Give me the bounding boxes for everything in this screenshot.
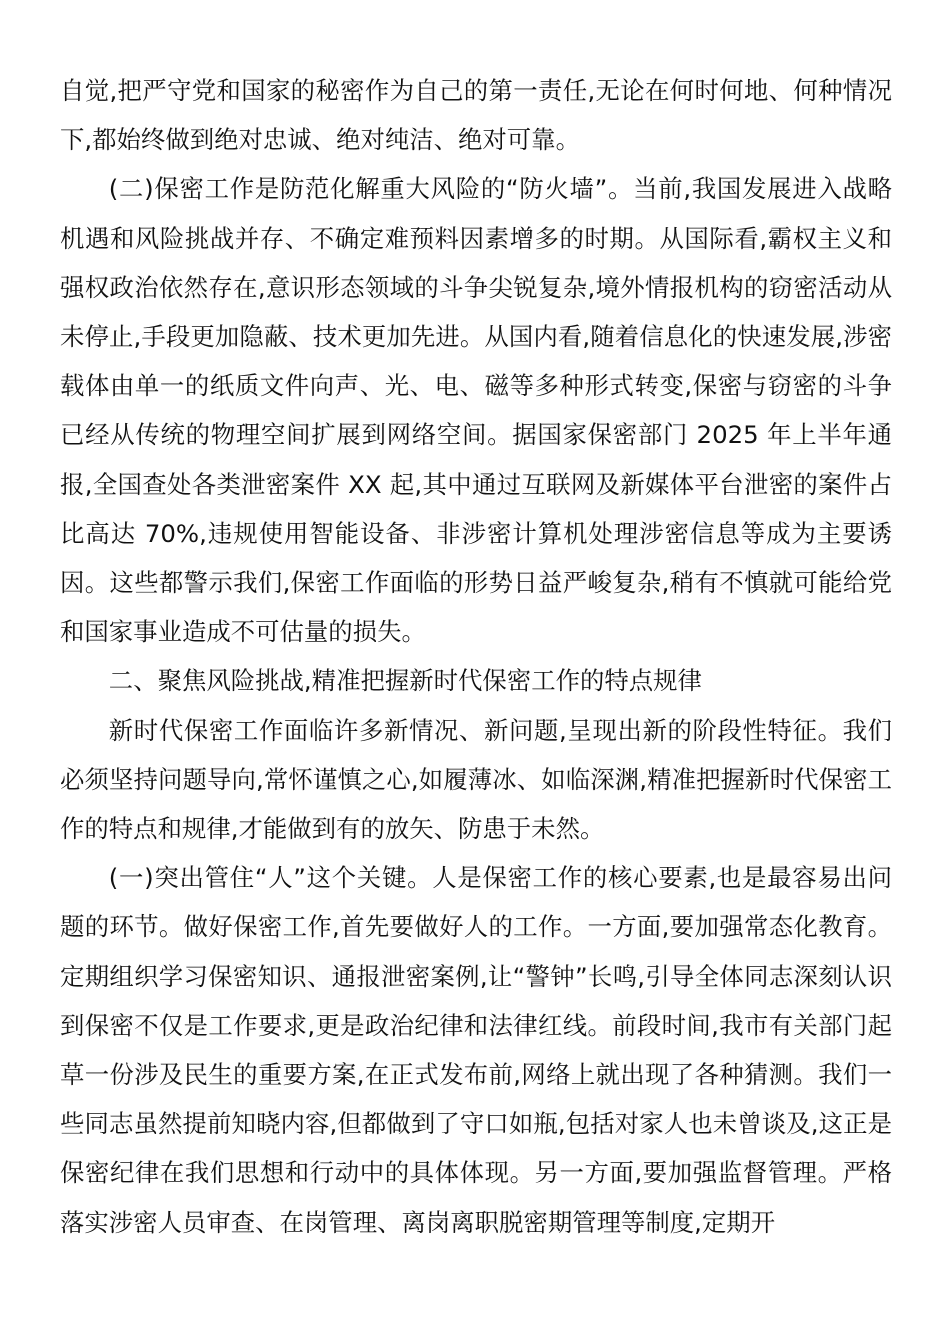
paragraph-section-2-firewall: (二)保密工作是防范化解重大风险的“防火墙”。当前,我国发展进入战略机遇和风险挑战并存、不确定难预料因素增多的时期。从国际看,霸权主义和强权政治依然存在,意识形态领域的斗争尖锐复杂,境外情报机构的窃密活动从未停止,手段更加隐蔽、技术更加先进。从国内看,随着信息化的快速发展,涉密载体由单一的纸质文件向声、光、电、磁等多种形式转变,保密与窃密的斗争已经从传统的物理空间扩展到网络空间。据国家保密部门 2025 年上半年通报,全国查处各类泄密案件 XX 起,其中通过互联网及新媒体平台泄密的案件占比高达 70%,违规使用智能设备、非涉密计算机处理涉密信息等成为主要诱因。这些都警示我们,保密工作面临的形势日益严峻复杂,稍有不慎就可能给党和国家事业造成不可估量的损失。 xyxy=(60,174,892,647)
document-page xyxy=(60,66,892,1247)
section-heading-2: 二、聚焦风险挑战,精准把握新时代保密工作的特点规律 xyxy=(108,666,702,696)
paragraph-continuation: 自觉,把严守党和国家的秘密作为自己的第一责任,无论在何时何地、何种情况下,都始终做到绝对忠诚、绝对纯洁、绝对可靠。 xyxy=(60,76,892,155)
paragraph-section-intro: 新时代保密工作面临许多新情况、新问题,呈现出新的阶段性特征。我们必须坚持问题导向,常怀谨慎之心,如履薄冰、如临深渊,精准把握新时代保密工作的特点和规律,才能做到有的放矢、防患于未然。 xyxy=(60,715,892,844)
paragraph-subsection-1-people: (一)突出管住“人”这个关键。人是保密工作的核心要素,也是最容易出问题的环节。做好保密工作,首先要做好人的工作。一方面,要加强常态化教育。定期组织学习保密知识、通报泄密案例,让“警钟”长鸣,引导全体同志深刻认识到保密不仅是工作要求,更是政治纪律和法律红线。前段时间,我市有关部门起草一份涉及民生的重要方案,在正式发布前,网络上就出现了各种猜测。我们一些同志虽然提前知晓内容,但都做到了守口如瓶,包括对家人也未曾谈及,这正是保密纪律在我们思想和行动中的具体体现。另一方面,要加强监督管理。严格落实涉密人员审查、在岗管理、离岗离职脱密期管理等制度,定期开 xyxy=(60,863,892,1237)
